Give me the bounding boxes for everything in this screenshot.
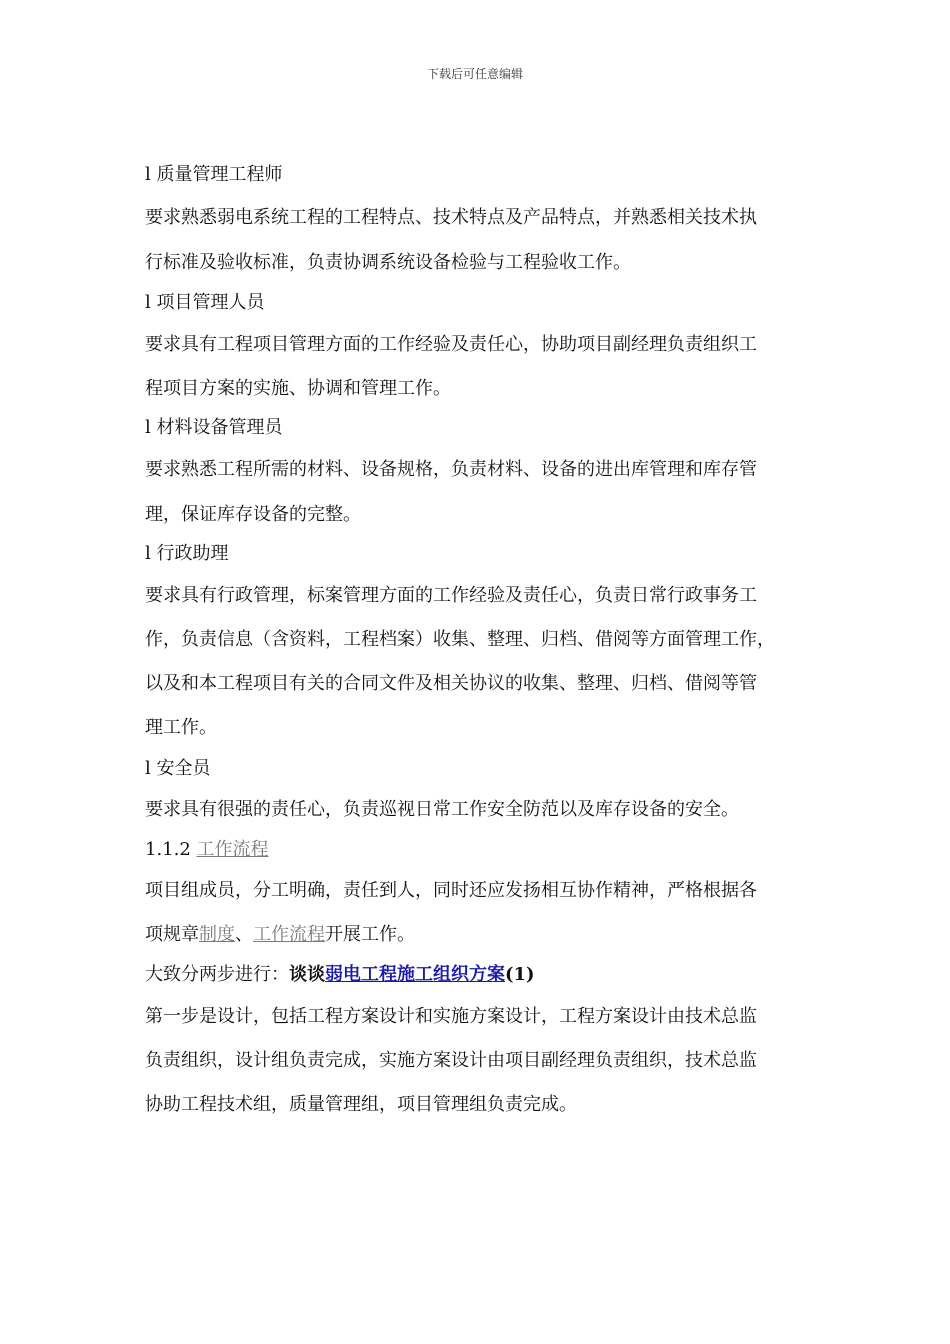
section-title-safety-officer: l 安全员	[145, 758, 211, 779]
paragraph-line: 第一步是设计，包括工程方案设计和实施方案设计，工程方案设计由技术总监	[145, 1006, 757, 1027]
paragraph-line: 理，保证库存设备的完整。	[145, 504, 361, 525]
paragraph-line: 程项目方案的实施、协调和管理工作。	[145, 378, 451, 399]
workflow-number: 1.1.2	[145, 839, 197, 860]
text-segment: 项规章	[145, 924, 199, 945]
paragraph-line: 以及和本工程项目有关的合同文件及相关协议的收集、整理、归档、借阅等管	[145, 673, 757, 694]
paragraph-line: 要求具有工程项目管理方面的工作经验及责任心，协助项目副经理负责组织工	[145, 334, 757, 355]
paragraph-line: 协助工程技术组，质量管理组，项目管理组负责完成。	[145, 1094, 577, 1115]
paragraph-line: 要求熟悉弱电系统工程的工程特点、技术特点及产品特点，并熟悉相关技术执	[145, 207, 757, 228]
steps-heading	[145, 960, 535, 986]
paragraph-line: 作，负责信息（含资料，工程档案）收集、整理、归档、借阅等方面管理工作，	[145, 629, 775, 650]
section-title-admin-assistant: l 行政助理	[145, 543, 229, 564]
paragraph-line: 理工作。	[145, 717, 217, 738]
text-segment: 大致分两步进行：	[145, 964, 289, 985]
workflow-link[interactable]: 工作流程	[253, 924, 325, 945]
paragraph-line: 行标准及验收标准，负责协调系统设备检验与工程验收工作。	[145, 252, 631, 273]
text-segment: 、	[235, 924, 253, 945]
paragraph-line: 项目组成员，分工明确，责任到人，同时还应发扬相互协作精神，严格根据各	[145, 880, 757, 901]
paragraph-line: 要求具有很强的责任心，负责巡视日常工作安全防范以及库存设备的安全。	[145, 799, 739, 820]
section-title-project-manager: l 项目管理人员	[145, 292, 265, 313]
workflow-heading	[145, 835, 269, 861]
paragraph-line: 要求具有行政管理，标案管理方面的工作经验及责任心，负责日常行政事务工	[145, 585, 757, 606]
rules-link[interactable]: 制度	[199, 924, 235, 945]
page-header: 下载后可任意编辑	[426, 67, 523, 81]
construction-plan-link[interactable]: 弱电工程施工组织方案	[325, 964, 505, 985]
section-title-materials-manager: l 材料设备管理员	[145, 417, 283, 438]
paragraph-line: 要求熟悉工程所需的材料、设备规格，负责材料、设备的进出库管理和库存管	[145, 459, 757, 480]
text-segment: 开展工作。	[325, 924, 415, 945]
bold-text-segment: 谈谈	[289, 964, 325, 985]
workflow-paragraph-line	[145, 920, 415, 946]
bold-text-segment: (1)	[505, 964, 535, 985]
paragraph-line: 负责组织，设计组负责完成，实施方案设计由项目副经理负责组织，技术总监	[145, 1050, 757, 1071]
section-title-quality-engineer: l 质量管理工程师	[145, 164, 283, 185]
workflow-title-link[interactable]: 工作流程	[196, 839, 269, 860]
